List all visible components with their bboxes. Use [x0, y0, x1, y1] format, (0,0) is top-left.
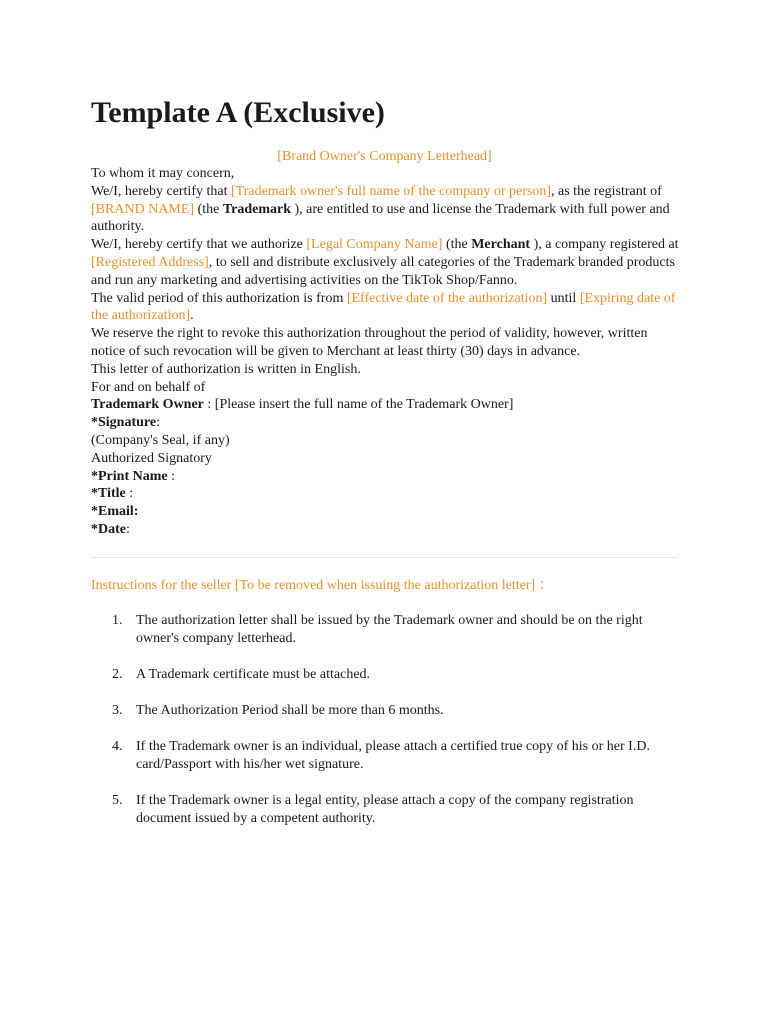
list-item-text: The authorization letter shall be issued by the Trademark owner and should be on the right owner's company letterhead.: [136, 613, 643, 646]
page-title: Template A (Exclusive): [91, 96, 385, 129]
instructions-heading: Instructions for the seller [To be removed when issuing the authorization letter] ：: [91, 578, 553, 593]
trademark-term: Trademark: [222, 201, 292, 217]
signature-line: *Signature:: [91, 415, 160, 431]
registered-address-placeholder: [Registered Address]: [91, 254, 209, 270]
list-number: 1.: [112, 613, 123, 628]
list-item: [91, 612, 681, 648]
email-line: *Email:: [91, 504, 139, 520]
paragraph-revocation: We reserve the right to revoke this authorization throughout the period of validity, however, written notice of such revocation will be given to Merchant at least thirty (30) days in advance.: [91, 326, 648, 359]
paragraph-authorize-merchant: We/I, hereby certify that we authorize [Legal Company Name] (the Merchant ), a company registered at [Registered Address], to sell and distribute exclusively all categories of the Trademark branded products and run any marketing and advertising activities on the TikTok Shop/Fanno.: [91, 237, 679, 288]
on-behalf-line: For and on behalf of: [91, 379, 206, 395]
legal-company-name-placeholder: [Legal Company Name]: [306, 237, 443, 253]
list-item-text: If the Trademark owner is a legal entity, please attach a copy of the company registration document issued by a competent authority.: [136, 793, 634, 826]
list-item: [91, 702, 681, 720]
expiring-date-placeholder: [Expiring date of the authorization]: [91, 290, 676, 324]
letter-body: [91, 165, 681, 539]
list-number: 3.: [112, 703, 123, 718]
effective-date-placeholder: [Effective date of the authorization]: [346, 290, 548, 306]
instructions-list: [91, 612, 681, 846]
trademark-owner-placeholder: [Trademark owner's full name of the company or person]: [230, 183, 552, 199]
greeting: To whom it may concern,: [91, 166, 235, 181]
trademark-owner-line: Trademark Owner : [Please insert the full name of the Trademark Owner]: [91, 397, 514, 413]
list-item: [91, 738, 681, 774]
section-divider: [91, 557, 678, 558]
authorized-signatory-line: Authorized Signatory: [91, 450, 212, 466]
list-item: [91, 666, 681, 684]
list-item-text: The Authorization Period shall be more than 6 months.: [136, 703, 444, 718]
paragraph-certify-registrant: We/I, hereby certify that [Trademark owner's full name of the company or person], as the registrant of [BRAND NAME] (the Trademark ), are entitled to use and license the Trademark with full power and authority.: [91, 183, 670, 235]
list-item-text: A Trademark certificate must be attached.: [136, 667, 371, 682]
print-name-line: *Print Name :: [91, 468, 175, 484]
list-item-text: If the Trademark owner is an individual, please attach a certified true copy of his or her I.D. card/Passport with his/her wet signature.: [136, 739, 650, 772]
letterhead-placeholder: [Brand Owner's Company Letterhead]: [277, 149, 492, 164]
paragraph-valid-period: The valid period of this authorization is from [Effective date of the authorization] until [Expiring date of the authorization].: [91, 290, 676, 324]
paragraph-language: This letter of authorization is written in English.: [91, 361, 361, 377]
list-item: [91, 792, 681, 828]
company-seal-line: (Company's Seal, if any): [91, 432, 230, 448]
list-number: 5.: [112, 793, 123, 808]
list-number: 4.: [112, 739, 123, 754]
merchant-term: Merchant: [471, 237, 531, 253]
date-line: *Date:: [91, 521, 130, 537]
list-number: 2.: [112, 667, 123, 682]
title-line: *Title :: [91, 486, 134, 502]
brand-name-placeholder: [BRAND NAME]: [91, 201, 195, 217]
